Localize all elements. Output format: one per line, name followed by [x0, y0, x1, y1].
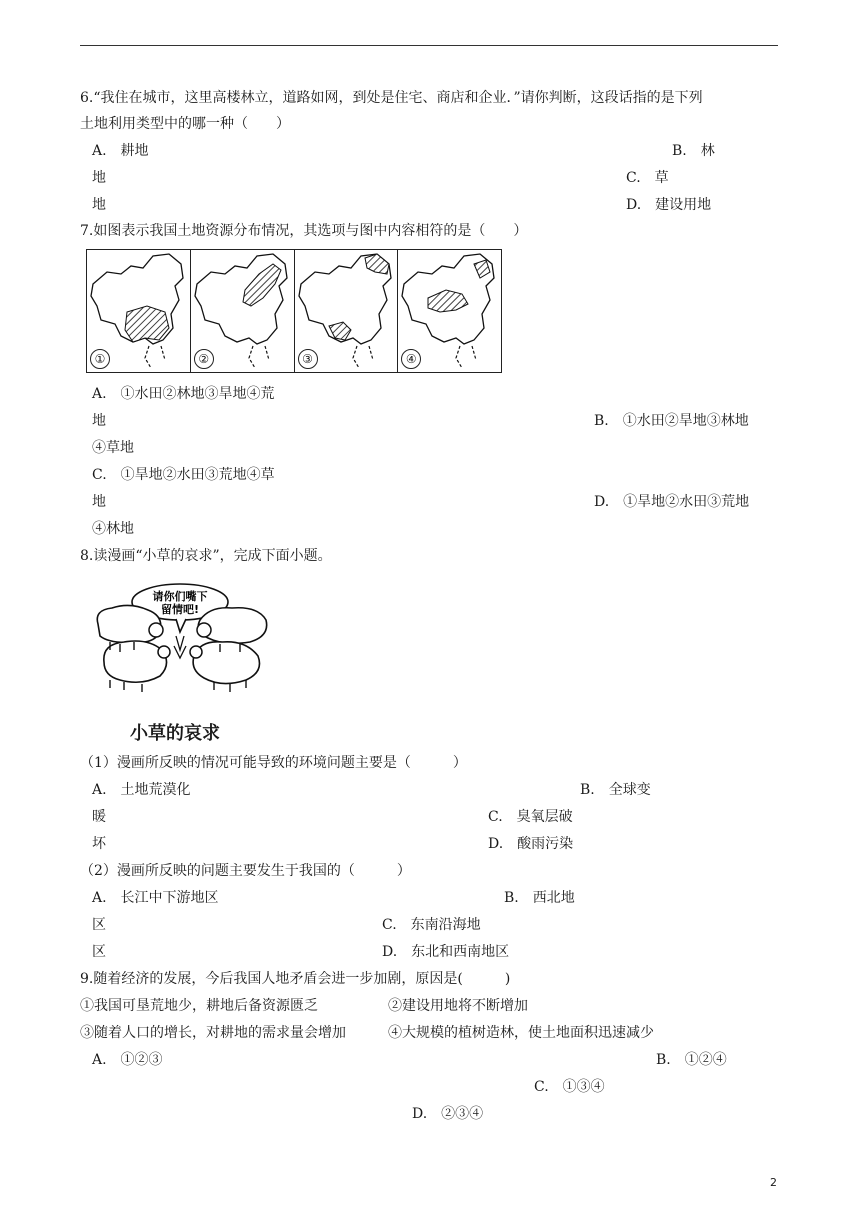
- map-label-2: ②: [194, 349, 214, 369]
- q8-sub1-stem: （1）漫画所反映的情况可能导致的环境问题主要是（ ）: [80, 755, 467, 771]
- q8-stem: 8.读漫画“小草的哀求”，完成下面小题。: [80, 548, 332, 564]
- map-label-4: ④: [401, 349, 421, 369]
- q7-option-d-wrap: ④林地: [92, 521, 134, 537]
- q8-sub2-stem: （2）漫画所反映的问题主要发生于我国的（ ）: [80, 863, 411, 879]
- q7-option-a-wrap: 地: [92, 413, 106, 429]
- q9-stem: 9.随着经济的发展，今后我国人地矛盾会进一步加剧，原因是( ): [80, 971, 511, 987]
- q9-option-c[interactable]: C. ①③④: [534, 1079, 605, 1095]
- cartoon-title: 小草的哀求: [130, 723, 220, 744]
- map-panel-4: [398, 250, 501, 372]
- q6-option-a-wrap: 地: [92, 170, 106, 186]
- china-land-maps-figure: [86, 249, 502, 373]
- q6-option-b[interactable]: B. 林: [672, 143, 715, 159]
- q7-option-b[interactable]: B. ①水田②旱地③林地: [594, 413, 749, 429]
- q8-sub1-option-b-wrap: 暖: [92, 809, 106, 825]
- q8-sub2-option-c-wrap: 区: [92, 944, 106, 960]
- q7-option-b-wrap: ④草地: [92, 440, 134, 456]
- map-panel-1: [87, 250, 191, 372]
- page-number: 2: [770, 1176, 777, 1189]
- header-rule: [80, 45, 778, 46]
- q9-item-3: ③随着人口的增长，对耕地的需求量会增加: [80, 1025, 346, 1041]
- q9-option-d[interactable]: D. ②③④: [412, 1106, 484, 1122]
- q9-option-b[interactable]: B. ①②④: [656, 1052, 727, 1068]
- q9-option-a[interactable]: A. ①②③: [92, 1052, 163, 1068]
- q8-sub1-option-a[interactable]: A. 土地荒漠化: [92, 782, 191, 798]
- speech-bubble-line1: 请你们嘴下: [152, 590, 208, 603]
- map-label-1: ①: [90, 349, 110, 369]
- q7-option-d[interactable]: D. ①旱地②水田③荒地: [594, 494, 750, 510]
- map-panel-3: [295, 250, 399, 372]
- q6-option-b-wrap: 地: [92, 197, 106, 213]
- speech-bubble-line2: 留情吧!: [160, 603, 200, 616]
- q8-sub1-option-d[interactable]: D. 酸雨污染: [488, 836, 574, 852]
- q8-sub2-option-a[interactable]: A. 长江中下游地区: [92, 890, 219, 906]
- q8-sub1-option-c-wrap: 坏: [92, 836, 106, 852]
- q6-option-c[interactable]: C. 草: [626, 170, 669, 186]
- map-panel-2: [191, 250, 295, 372]
- q7-stem: 7.如图表示我国土地资源分布情况，其选项与图中内容相符的是（ ）: [80, 223, 528, 239]
- q9-item-2: ②建设用地将不断增加: [388, 998, 528, 1014]
- q7-option-c-wrap: 地: [92, 494, 106, 510]
- q7-option-a[interactable]: A. ①水田②林地③旱地④荒: [92, 386, 275, 402]
- q8-sub1-option-c[interactable]: C. 臭氧层破: [488, 809, 573, 825]
- q7-option-c[interactable]: C. ①旱地②水田③荒地④草: [92, 467, 275, 483]
- q6-stem-line1: 6.“我住在城市，这里高楼林立，道路如网，到处是住宅、商店和企业．”请你判断，这段话指的是下列: [80, 90, 703, 106]
- q6-stem-line2: 土地利用类型中的哪一种（ ）: [80, 116, 290, 132]
- q6-option-d[interactable]: D. 建设用地: [626, 197, 712, 213]
- q8-sub1-option-b[interactable]: B. 全球变: [580, 782, 651, 798]
- q8-sub2-option-b[interactable]: B. 西北地: [504, 890, 575, 906]
- map-label-3: ③: [298, 349, 318, 369]
- q8-sub2-option-d[interactable]: D. 东北和西南地区: [382, 944, 510, 960]
- q8-sub2-option-c[interactable]: C. 东南沿海地: [382, 917, 481, 933]
- q9-item-4: ④大规模的植树造林，使土地面积迅速减少: [388, 1025, 654, 1041]
- q9-item-1: ①我国可垦荒地少，耕地后备资源匮乏: [80, 998, 318, 1014]
- q8-sub2-option-b-wrap: 区: [92, 917, 106, 933]
- q6-option-a[interactable]: A. 耕地: [92, 143, 149, 159]
